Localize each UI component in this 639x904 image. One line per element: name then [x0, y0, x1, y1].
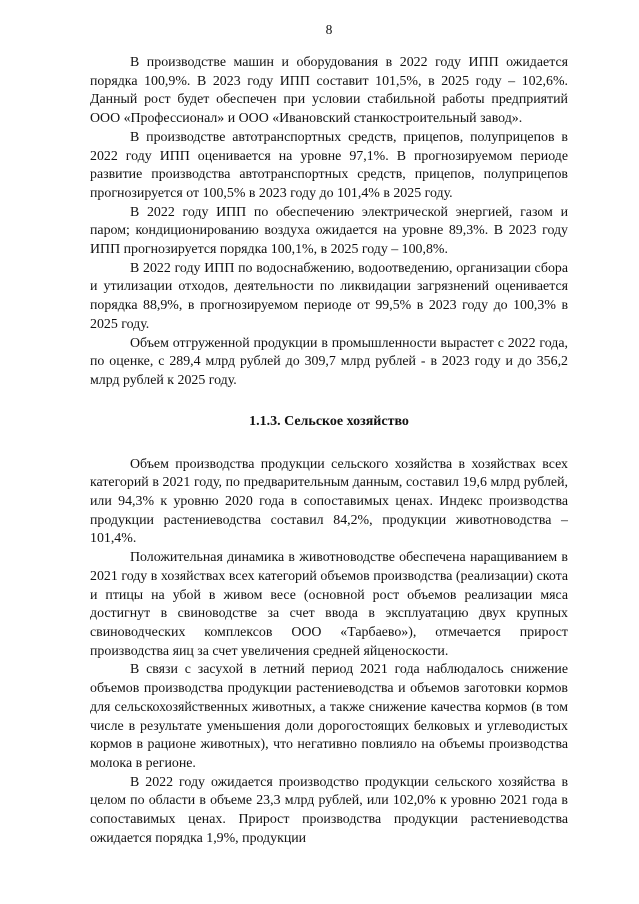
paragraph-vehicles: В производстве автотранспортных средств, прицепов, полуприцепов в 2022 году ИПП оценивается на уровне 97,1%. В прогнозируемом периоде развитие производства автотранспортных средств, прицепов, полуприцепов прогнозируется от 100,5% в 2023 году до 101,4% в 2025 году.: [90, 129, 568, 201]
paragraph-agri-output: Объем производства продукции сельского хозяйства в хозяйствах всех категорий в 2021 году, по предварительным данным, составил 19,6 млрд рублей, или 94,3% к уровню 2020 года в сопоставимых ценах. Индекс производства продукции растениеводства составил 84,2%, продукции животноводства – 101,4%.: [90, 456, 568, 547]
paragraph-shipped-products: Объем отгруженной продукции в промышленности вырастет с 2022 года, по оценке, с 289,4 млрд рублей до 309,7 млрд рублей - в 2023 году и до 356,2 млрд рублей к 2025 году.: [90, 335, 568, 388]
paragraph-energy: В 2022 году ИПП по обеспечению электрической энергией, газом и паром; кондиционированию воздуха ожидается на уровне 89,3%. В 2023 году ИПП прогнозируется порядка 100,1%, в 2025 году – 100,8%.: [90, 204, 568, 258]
section-heading: 1.1.3. Сельское хозяйство: [249, 413, 409, 429]
page-number: 8: [325, 22, 333, 37]
paragraph-drought: В связи с засухой в летний период 2021 года наблюдалось снижение объемов производства продукции растениеводства и объемов заготовки кормов для сельскохозяйственных животных, а также снижение качества кормов (в том числе в результате уменьшения доли дорогостоящих белковых и углеводистых кормов в рационе животных), что негативно повлияло на объемы производства молока в регионе.: [90, 662, 568, 771]
document-page: [90, 22, 568, 882]
paragraph-water-supply: В 2022 году ИПП по водоснабжению, водоотведению, организации сбора и утилизации отходов, деятельности по ликвидации загрязнений оценивается порядка 88,9%, в прогнозируемом периоде от 99,5% в 2023 году до 100,3% в 2025 году.: [90, 260, 568, 332]
paragraph-livestock: Положительная динамика в животноводстве обеспечена наращиванием в 2021 году в хозяйствах всех категорий объемов производства (реализации) скота и птицы на убой в живом весе (основной рост объемов реализации мяса достигнут в свиноводстве за счет ввода в эксплуатацию двух крупных свиноводческих комплексов ООО «Тарбаево»), отмечается прирост производства яиц за счет увеличения средней яйценоскости.: [90, 550, 568, 659]
paragraph-machinery: В производстве машин и оборудования в 2022 году ИПП ожидается порядка 100,9%. В 2023 году ИПП составит 101,5%, в 2025 году – 102,6%. Данный рост будет обеспечен при условии стабильной работы предприятий ООО «Профессионал» и ООО «Ивановский станкостроительный завод».: [90, 55, 568, 127]
paragraph-forecast-2022: В 2022 году ожидается производство продукции сельского хозяйства в целом по области в объеме 23,3 млрд рублей, или 102,0% к уровню 2021 года в сопоставимых ценах. Прирост производства продукции растениеводства ожидается порядка 1,9%, продукции: [90, 774, 568, 846]
